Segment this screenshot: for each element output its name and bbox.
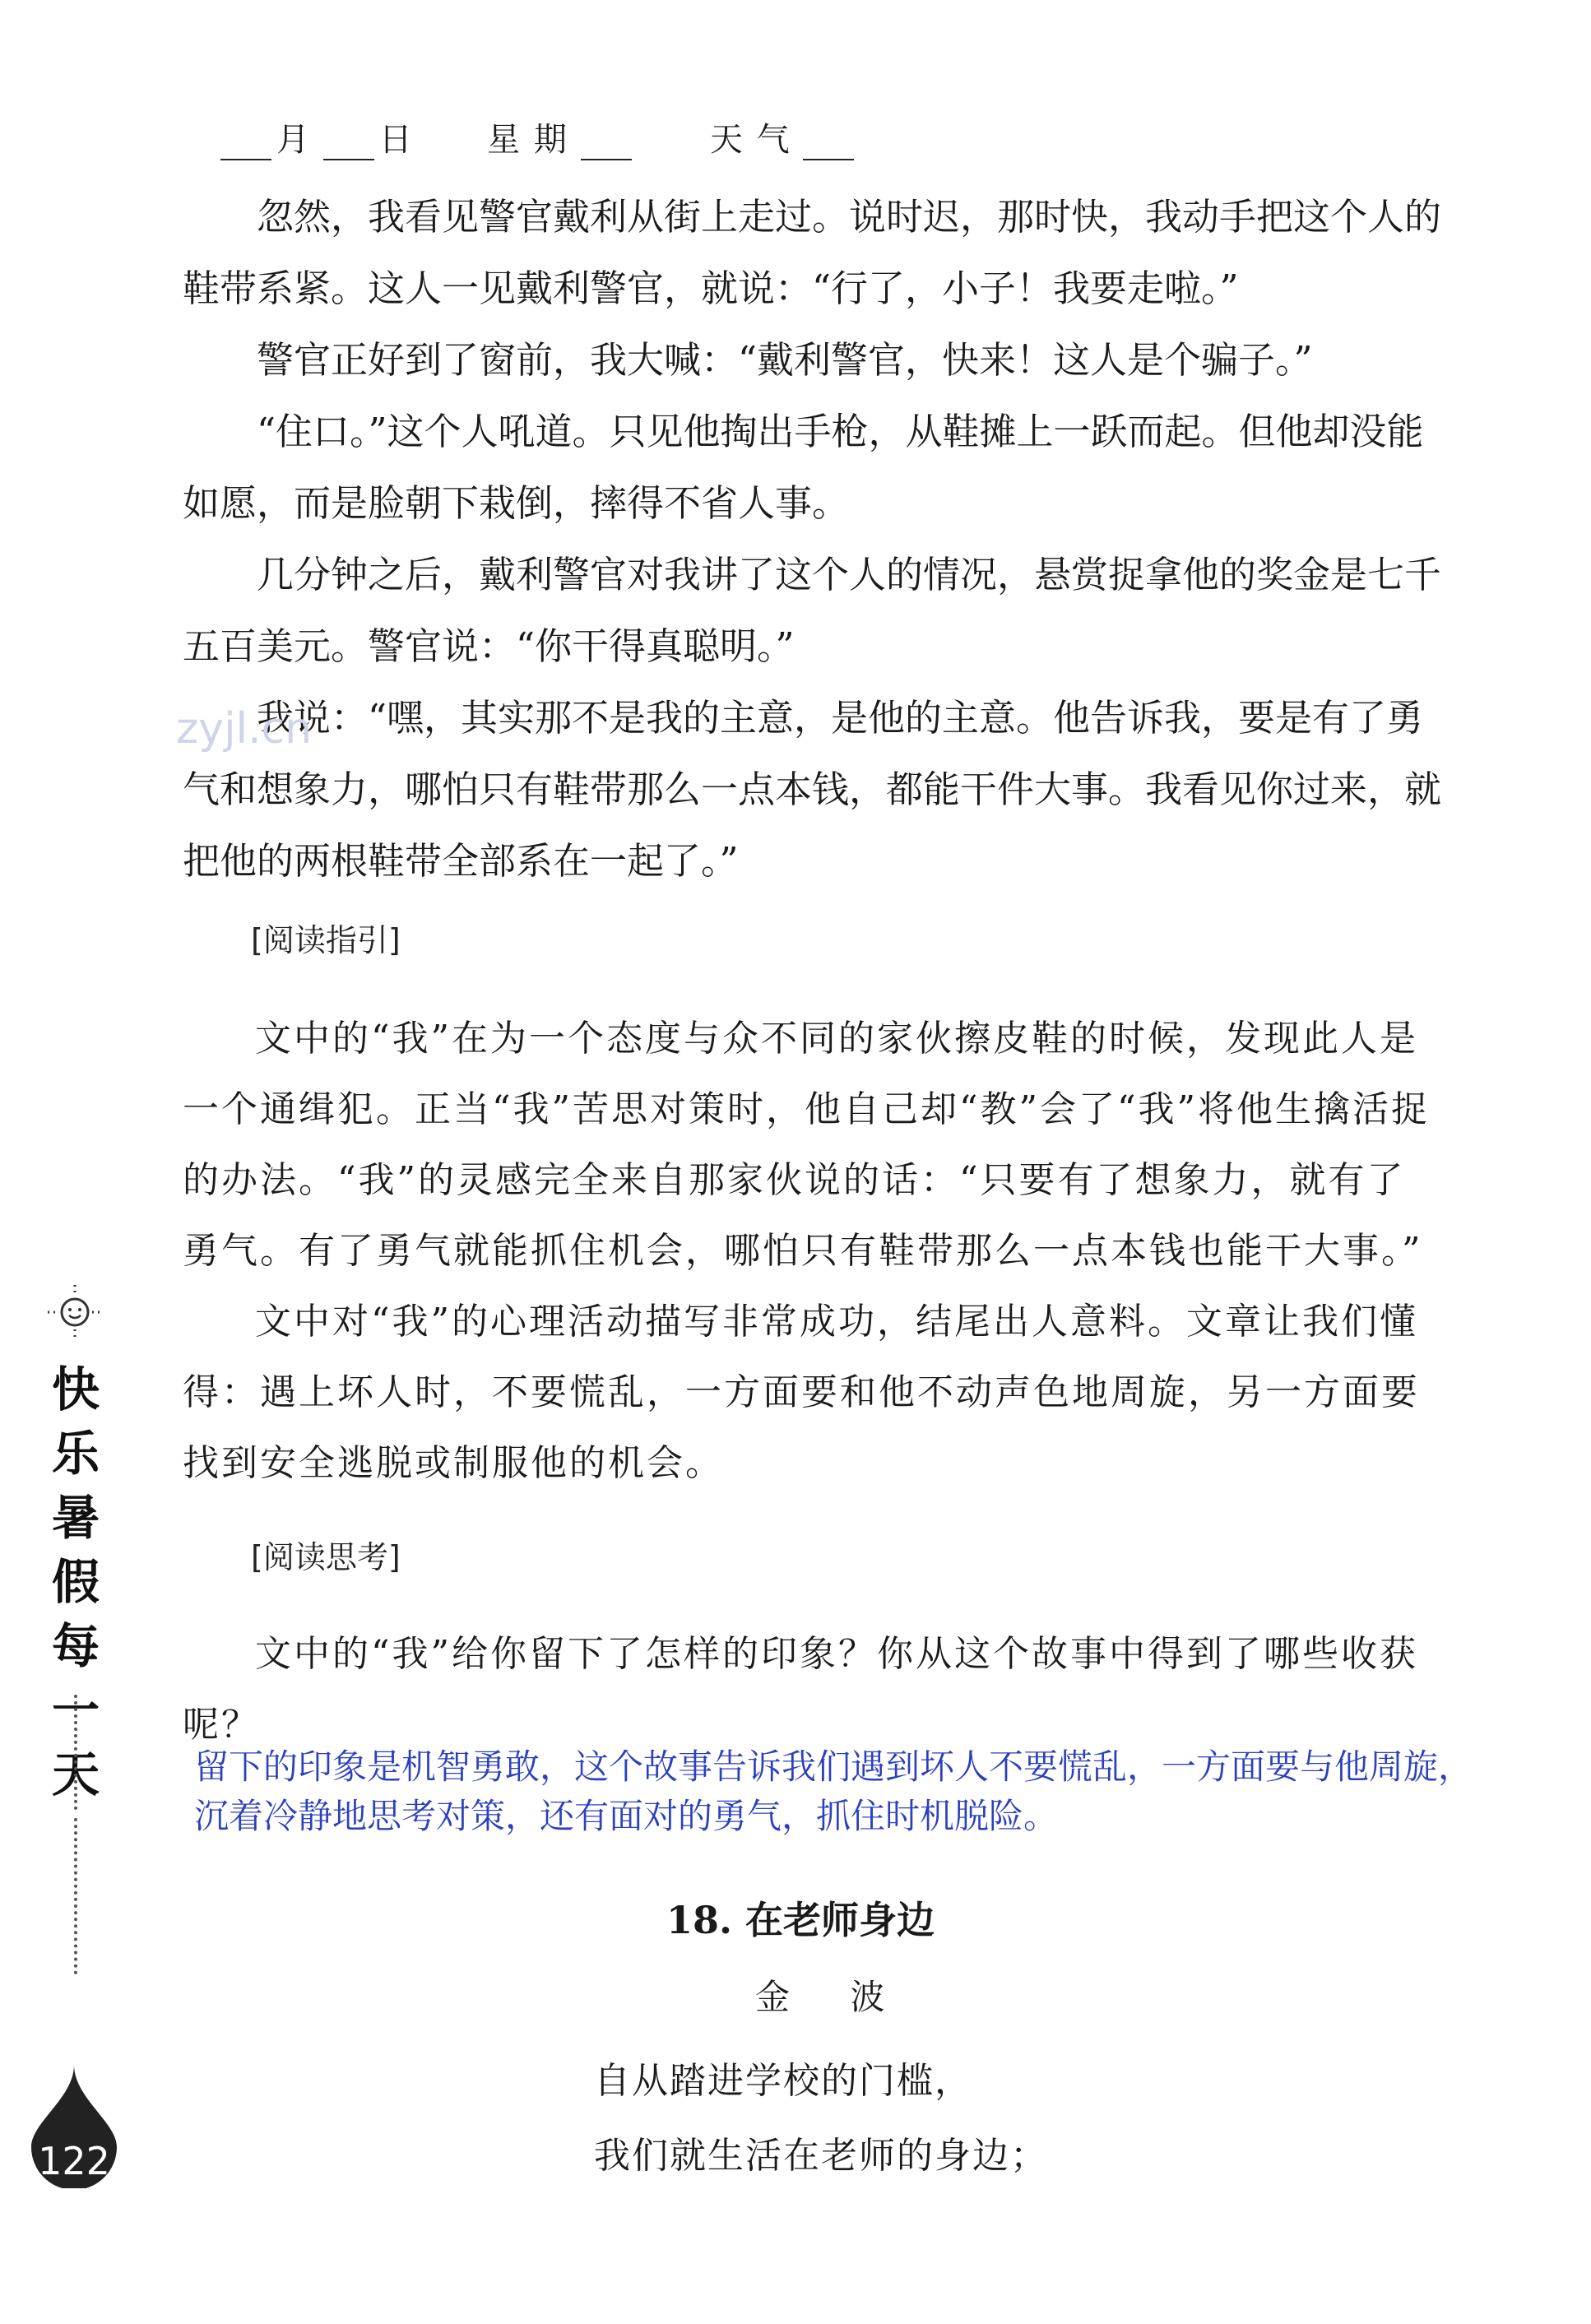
question-text xyxy=(183,1619,1441,1760)
side-dotted-line xyxy=(74,1695,77,1810)
watermark: zyjl.cn xyxy=(176,704,313,754)
side-dotted-line xyxy=(74,1818,77,1974)
guide-paragraph: 文中对“我”的心理活动描写非常成功，结尾出人意料。文章让我们懂得：遇上坏人时，不要慌乱，一方面要和他不动声色地周旋，另一方面要找到安全逃脱或制服他的机会。 xyxy=(183,1301,1420,1484)
date-weather-header xyxy=(220,114,859,160)
weather-blank xyxy=(803,131,854,160)
story-paragraph: 警官正好到了窗前，我大喊：“戴利警官，快来！这人是个骗子。” xyxy=(257,338,1313,382)
story-paragraph: 忽然，我看见警官戴利从街上走过。说时迟，那时快，我动手把这个人的鞋带系紧。这人一见戴利警官，就说：“行了，小子！我要走啦。” xyxy=(183,195,1442,310)
poem-line: 我们就生活在老师的身边； xyxy=(594,2135,1048,2177)
story-text xyxy=(183,181,1441,897)
poem-title: 18. 在老师身边 xyxy=(666,1898,935,1942)
page-number: 122 xyxy=(38,2139,110,2183)
month-blank xyxy=(220,131,271,160)
guide-text xyxy=(183,1004,1441,1499)
day-blank xyxy=(323,131,374,160)
poem-line: 自从踏进学校的门槛， xyxy=(594,2060,972,2102)
weekday-blank xyxy=(581,131,632,160)
poem-author: 金 波 xyxy=(755,1977,910,2017)
weather-label: 天 气 xyxy=(710,121,791,159)
guide-paragraph: 文中的“我”在为一个态度与众不同的家伙擦皮鞋的时候，发现此人是一个通缉犯。正当“我”苦思对策时，他自己却“教”会了“我”将他生擒活捉的办法。“我”的灵感完全来自那家伙说的话：“只要有了想象力，就有了勇气。有了勇气就能抓住机会，哪怕只有鞋带那么一点本钱也能干大事。” xyxy=(183,1018,1430,1272)
answer-text: 留下的印象是机智勇敢，这个故事告诉我们遇到坏人不要慌乱，一方面要与他周旋，沉着冷静地思考对策，还有面对的勇气，抓住时机脱险。 xyxy=(194,1746,1473,1836)
think-label: [阅读思考] xyxy=(251,1539,401,1575)
weekday-label: 星 期 xyxy=(487,121,568,159)
month-label: 月 xyxy=(276,121,311,159)
story-paragraph: 我说：“嘿，其实那不是我的主意，是他的主意。他告诉我，要是有了勇气和想象力，哪怕只有鞋带那么一点本钱，都能干件大事。我看见你过来，就把他的两根鞋带全部系在一起了。” xyxy=(183,696,1442,883)
sun-icon xyxy=(46,1283,104,1341)
side-title: 快乐暑假每一天 xyxy=(51,1361,100,1802)
story-paragraph: “住口。”这个人吼道。只见他掏出手枪，从鞋摊上一跃而起。但他却没能如愿，而是脸朝下栽倒，摔得不省人事。 xyxy=(183,410,1424,525)
question-paragraph: 文中的“我”给你留下了怎样的印象？你从这个故事中得到了哪些收获呢？ xyxy=(183,1633,1418,1746)
day-label: 日 xyxy=(378,121,414,159)
story-paragraph: 几分钟之后，戴利警官对我讲了这个人的情况，悬赏捉拿他的奖金是七千五百美元。警官说：“你干得真聪明。” xyxy=(183,553,1442,668)
guide-label: [阅读指引] xyxy=(251,922,401,958)
